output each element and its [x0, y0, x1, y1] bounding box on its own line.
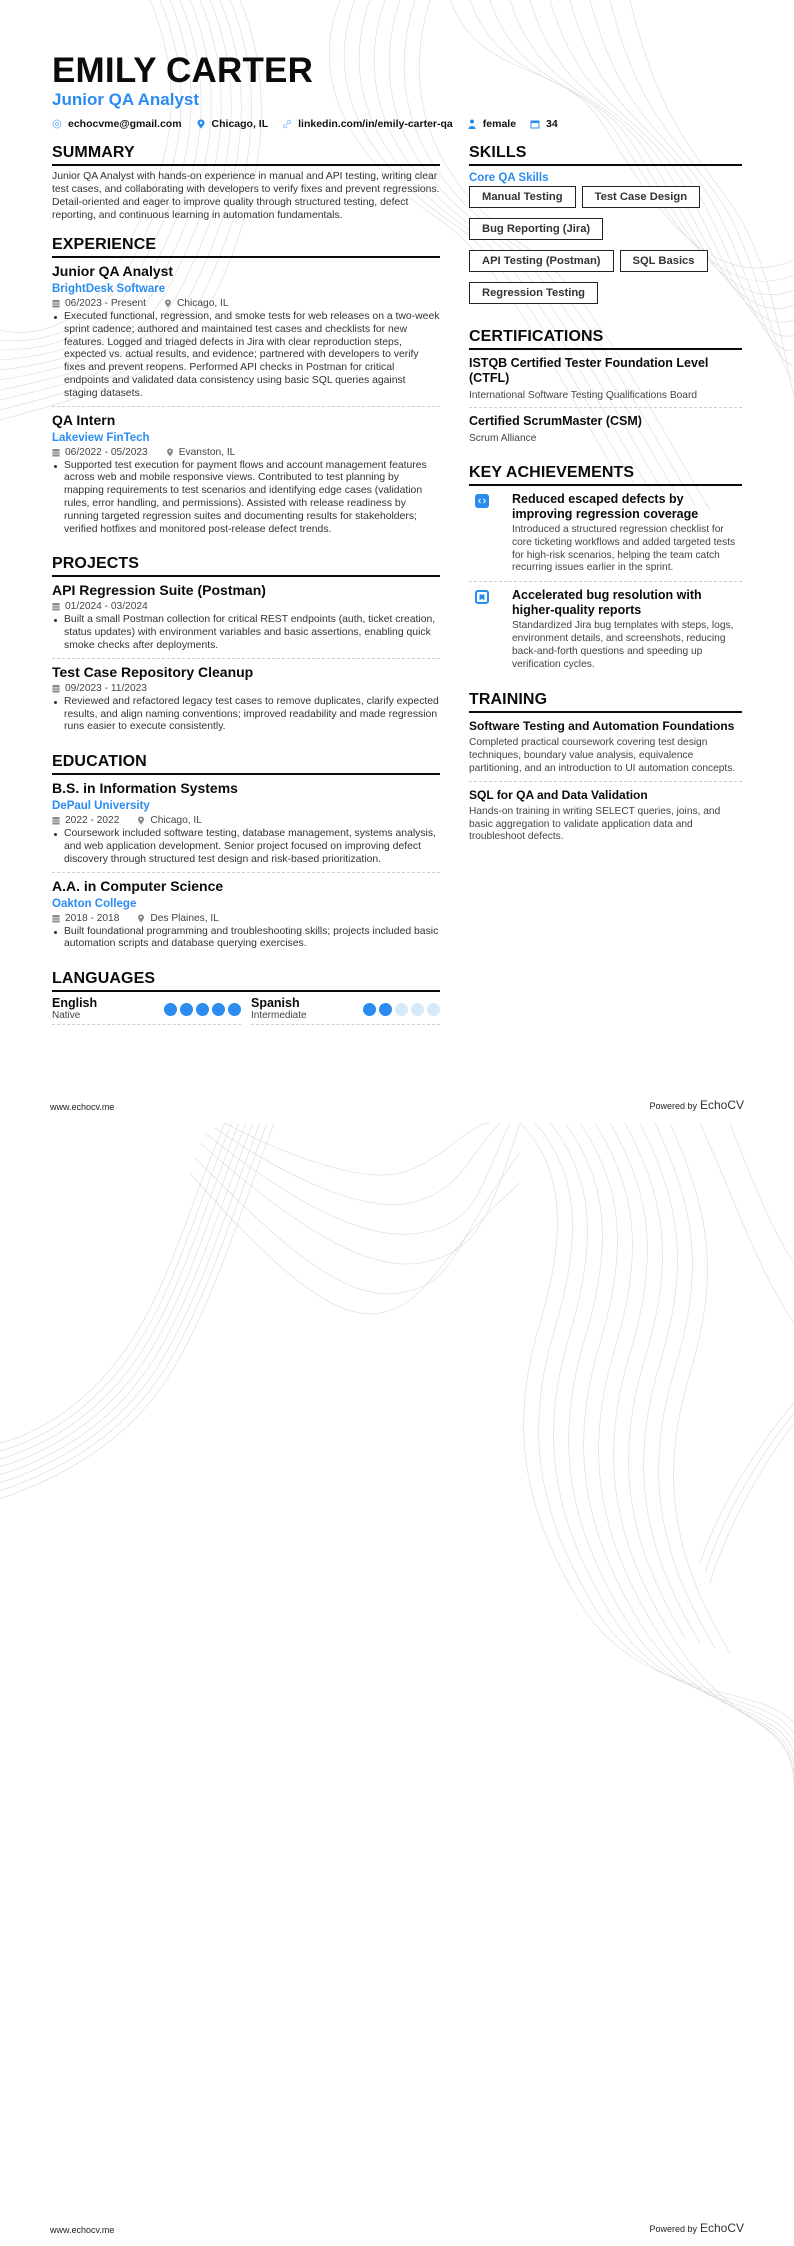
- calendar-icon: [52, 684, 60, 693]
- training-description: Completed practical coursework covering test design techniques, boundary value analysis, equivalence partitioning, and an introduction to UI automation concepts.: [469, 737, 736, 774]
- bullet-text: Coursework included software testing, database management, systems analysis, and web application development. Senior project focused on improving defect discovery through structured test design and risk-based prioritization.: [52, 828, 440, 866]
- section-title: CERTIFICATIONS: [469, 328, 742, 350]
- calendar-icon: [530, 119, 540, 129]
- section-title: SUMMARY: [52, 144, 440, 166]
- dot-empty: [427, 1003, 440, 1016]
- company-name: BrightDesk Software: [52, 283, 166, 295]
- contact-age-text: 34: [546, 118, 558, 130]
- page-footer: [50, 1098, 744, 1112]
- bookmark-icon: [475, 590, 489, 604]
- date-range: 2018 - 2018: [65, 912, 120, 924]
- summary-section: [52, 144, 440, 222]
- contact-bar: [52, 118, 742, 130]
- item-meta: [52, 297, 440, 310]
- dot-filled: [164, 1003, 177, 1016]
- school-name: Oakton College: [52, 897, 137, 910]
- dot-filled: [180, 1003, 193, 1016]
- certification-issuer: International Software Testing Qualifications Board: [469, 390, 698, 401]
- contact-email[interactable]: [52, 118, 182, 130]
- certification-issuer: Scrum Alliance: [469, 433, 537, 444]
- proficiency-dots: [360, 1003, 440, 1016]
- item-meta: [52, 682, 440, 695]
- degree-title: A.A. in Computer Science: [52, 877, 224, 894]
- date-range: 01/2024 - 03/2024: [65, 601, 148, 613]
- achievement-item: [469, 582, 742, 677]
- location-pin-icon: [166, 448, 174, 457]
- candidate-name: EMILY CARTER: [52, 51, 314, 90]
- job-title: QA Intern: [52, 411, 116, 428]
- dot-filled: [212, 1003, 225, 1016]
- date-range: 06/2023 - Present: [65, 298, 146, 309]
- language-item: [251, 996, 440, 1025]
- certifications-section: [469, 328, 742, 450]
- language-level: Native: [52, 1010, 81, 1022]
- skill-tag: Bug Reporting (Jira): [469, 218, 603, 240]
- education-item: [52, 775, 440, 872]
- language-level: Intermediate: [251, 1010, 307, 1022]
- skill-tag: API Testing (Postman): [469, 250, 614, 272]
- school-name: DePaul University: [52, 800, 150, 813]
- location-pin-icon: [164, 299, 172, 308]
- location-pin-icon: [137, 816, 145, 825]
- experience-section: [52, 236, 440, 541]
- languages-section: [52, 970, 440, 1025]
- education-item: [52, 873, 440, 957]
- dot-empty: [395, 1003, 408, 1016]
- bullet-text: Built a small Postman collection for critical REST endpoints (auth, ticket creation, status updates) with environment variables and basic assertions, enabling quick smoke checks after deployments.: [52, 614, 440, 652]
- dot-filled: [379, 1003, 392, 1016]
- contact-linkedin-text: linkedin.com/in/emily-carter-qa: [298, 118, 453, 130]
- achievement-description: Standardized Jira bug templates with steps, logs, environment details, and screenshots, reducing back-and-forth questions and speeding up verification cycles.: [512, 620, 734, 670]
- skill-tag: SQL Basics: [620, 250, 708, 272]
- experience-item: [52, 407, 440, 542]
- location-pin-icon: [196, 119, 206, 129]
- training-item: [469, 713, 742, 781]
- achievement-description: Introduced a structured regression checklist for core ticketing workflows and added targeted tests for high-risk scenarios, helping the team catch recurring issues earlier in the sprint.: [512, 524, 736, 574]
- item-meta: [52, 446, 440, 459]
- degree-title: B.S. in Information Systems: [52, 780, 238, 797]
- calendar-icon: [52, 448, 60, 457]
- proficiency-dots: [161, 1003, 241, 1016]
- date-range: 09/2023 - 11/2023: [65, 682, 147, 694]
- calendar-icon: [52, 602, 60, 611]
- footer-website-link[interactable]: www.echocv.me: [50, 2225, 115, 2235]
- wave-background: [0, 1123, 794, 2246]
- job-title: Junior QA Analyst: [52, 263, 174, 279]
- person-icon: [467, 119, 477, 129]
- footer-powered-by: Powered by EchoCV: [649, 2221, 744, 2235]
- code-icon: [475, 494, 489, 508]
- company-name: Lakeview FinTech: [52, 431, 150, 444]
- dot-filled: [228, 1003, 241, 1016]
- certification-title: Certified ScrumMaster (CSM): [469, 414, 642, 428]
- contact-location: [196, 118, 269, 130]
- training-description: Hands-on training in writing SELECT queries, joins, and basic aggregation to validate application data and troubleshoot defects.: [469, 805, 721, 843]
- bullet-text: Executed functional, regression, and smoke tests for web releases on a two-week sprint cadence; authored and maintained test cases and checklists for new features. Logged and triaged defects in Jira with clear reproduction steps, expected vs. actual results, and evidence; partnered with developers to verify fixes and prevent reopens. Performed API checks in Postman for critical endpoints and validated data consistency using basic SQL queries against staging datasets.: [52, 311, 440, 401]
- contact-gender: [467, 118, 516, 130]
- footer-website-link[interactable]: www.echocv.me: [50, 1102, 115, 1112]
- location: Chicago, IL: [150, 815, 202, 827]
- training-title: SQL for QA and Data Validation: [469, 787, 648, 802]
- dot-empty: [411, 1003, 424, 1016]
- item-meta: [52, 912, 440, 925]
- education-section: [52, 753, 440, 956]
- right-column: [469, 144, 742, 1039]
- experience-item: [52, 258, 440, 407]
- skill-group-title: Core QA Skills: [469, 172, 549, 184]
- projects-section: [52, 555, 440, 739]
- section-title: EXPERIENCE: [52, 236, 440, 258]
- candidate-role: Junior QA Analyst: [52, 90, 200, 109]
- calendar-icon: [52, 914, 60, 923]
- project-item: [52, 577, 440, 658]
- achievements-section: [469, 464, 742, 677]
- bullet-text: Reviewed and refactored legacy test cases to remove duplicates, clarify expected results, and align naming conventions; improved readability and made regression runs easier to execute consistently.: [52, 696, 440, 734]
- bullet-text: Supported test execution for payment flows and account management features across web and mobile responsive views. Contributed to test planning by mapping requirements to test scenarios and identifying edge cases (validation rules, error handling, and permissions). Assisted with release readiness by running targeted regression suites and documenting results for stakeholders; verified hotfixes and monitored post-release defect trends.: [52, 460, 440, 537]
- summary-text: Junior QA Analyst with hands-on experience in manual and API testing, writing clear test cases, and collaborating with developers to verify fixes and prevent regressions. Detail-oriented and eager to improve quality through structured testing, defect reporting, and continuous learning in automation fundamentals.: [52, 171, 440, 221]
- contact-age: [530, 118, 558, 130]
- at-icon: [52, 119, 62, 129]
- item-meta: [52, 600, 440, 613]
- achievement-title: Reduced escaped defects by improving regression coverage: [512, 492, 699, 521]
- contact-location-text: Chicago, IL: [211, 118, 269, 130]
- section-title: LANGUAGES: [52, 970, 440, 992]
- training-title: Software Testing and Automation Foundations: [469, 719, 735, 734]
- footer-brand[interactable]: EchoCV: [699, 1098, 744, 1112]
- dot-filled: [196, 1003, 209, 1016]
- section-title: PROJECTS: [52, 555, 440, 577]
- language-name: Spanish: [251, 996, 300, 1011]
- skill-tag: Test Case Design: [582, 186, 700, 208]
- section-title: KEY ACHIEVEMENTS: [469, 464, 742, 486]
- location: Chicago, IL: [177, 298, 229, 309]
- training-item: [469, 782, 742, 849]
- skill-tags: [469, 186, 742, 314]
- section-title: EDUCATION: [52, 753, 440, 775]
- project-item: [52, 659, 440, 739]
- dot-filled: [363, 1003, 376, 1016]
- language-name: English: [52, 996, 98, 1011]
- header: [52, 52, 742, 130]
- project-title: Test Case Repository Cleanup: [52, 663, 254, 680]
- bullet-text: Built foundational programming and troubleshooting skills; projects included basic automation scripts and database querying exercises.: [52, 926, 440, 952]
- resume-page-2: [0, 1123, 794, 2246]
- certification-item: [469, 408, 742, 450]
- certification-title: ISTQB Certified Tester Foundation Level (CTFL): [469, 356, 709, 385]
- item-meta: [52, 814, 440, 827]
- skills-section: [469, 144, 742, 314]
- footer-brand[interactable]: EchoCV: [699, 2221, 744, 2235]
- date-range: 06/2022 - 05/2023: [65, 446, 148, 458]
- calendar-icon: [52, 816, 60, 825]
- achievement-item: [469, 486, 742, 582]
- left-column: [52, 144, 440, 1039]
- project-title: API Regression Suite (Postman): [52, 582, 266, 599]
- certification-item: [469, 350, 742, 408]
- skill-tag: Regression Testing: [469, 282, 598, 304]
- link-icon: [282, 119, 292, 129]
- location-pin-icon: [137, 914, 145, 923]
- contact-gender-text: female: [482, 118, 517, 130]
- calendar-icon: [52, 299, 60, 308]
- language-item: [52, 996, 241, 1025]
- date-range: 2022 - 2022: [65, 815, 120, 827]
- skill-tag: Manual Testing: [469, 186, 576, 208]
- training-section: [469, 691, 742, 849]
- achievement-title: Accelerated bug resolution with higher-quality reports: [512, 588, 702, 617]
- section-title: SKILLS: [469, 144, 742, 166]
- footer-powered-by: Powered by EchoCV: [649, 1098, 744, 1112]
- contact-email-text: echocvme@gmail.com: [68, 118, 182, 130]
- location: Des Plaines, IL: [150, 912, 219, 924]
- contact-linkedin[interactable]: [282, 118, 453, 130]
- location: Evanston, IL: [178, 446, 236, 458]
- section-title: TRAINING: [469, 691, 742, 713]
- page-footer: [50, 2221, 744, 2235]
